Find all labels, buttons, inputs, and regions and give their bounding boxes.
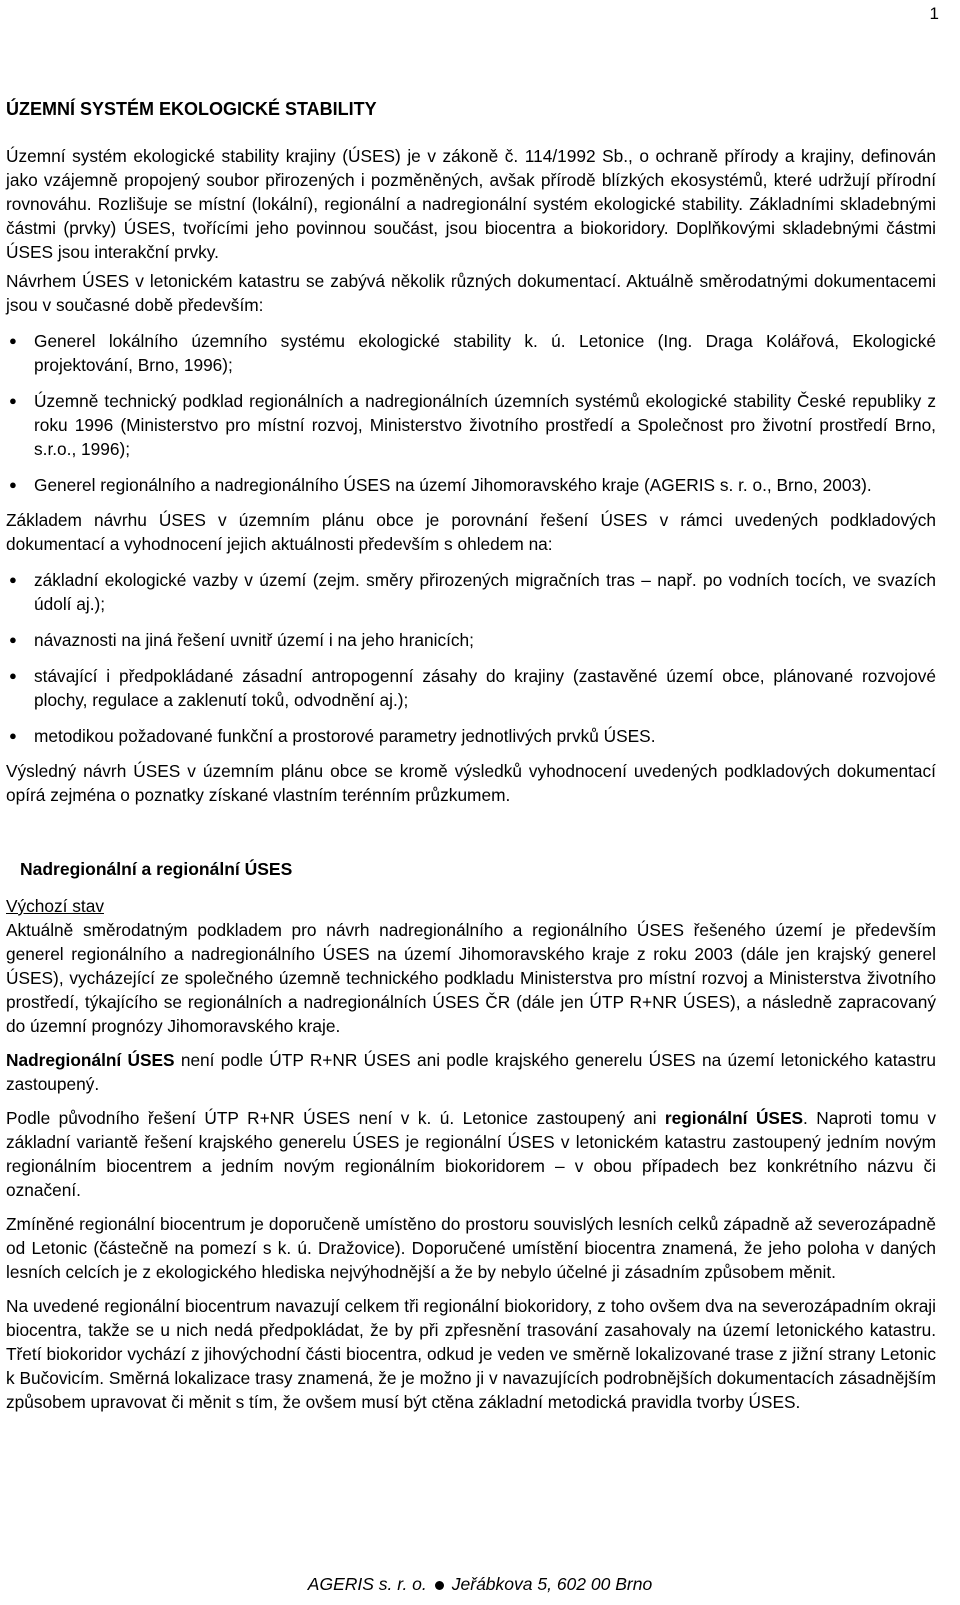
page-footer [0, 1574, 960, 1595]
footer-company: AGERIS s. r. o. [307, 1574, 427, 1594]
documents-list [6, 329, 936, 497]
list-item: ● Generel lokálního územního systému ekologické stability k. ú. Letonice (Ing. Draga Kolářová, Ekologické projektování, Brno, 1996); [9, 331, 936, 375]
bold-term: regionální ÚSES [664, 1108, 804, 1128]
list-item: ● základní ekologické vazby v území (zejm. směry přirozených migračních tras – např. po vodních tocích, ve svazích údolí aj.); [9, 570, 936, 614]
documents-intro-paragraph: Návrhem ÚSES v letonickém katastru se zabývá několik různých dokumentací. Aktuálně směrodatnými dokumentacemi jsou v současné době především: [6, 271, 936, 315]
bullet-icon [435, 1581, 444, 1590]
bullet-icon: ● [9, 668, 17, 683]
bullet-icon: ● [9, 572, 17, 587]
paragraph-biokoridory: Na uvedené regionální biocentrum navazují celkem tři regionální biokoridory, z toho ovšem dva na severozápadním okraji biocentra, takže se u nich nedá předpokládat, že by při zpřesnění trasování zasahovaly na území letonického katastru. Třetí biokoridor vychází z jihovýchodní části biocentra, odkud je veden ve směrně lokalizované trase z jižní strany Letonic k Bučovicím. Směrná lokalizace trasy znamená, že je možno ji v navazujících podrobnějších dokumentacích zásadnějším způsobem upravovat či měnit s tím, že ovšem musí být ctěna základní metodická pravidla tvorby ÚSES. [6, 1296, 936, 1412]
bold-term: Nadregionální ÚSES [6, 1050, 175, 1070]
list-item: ● Územně technický podklad regionálních a nadregionálních územních systémů ekologické stability České republiky z roku 1996 (Ministerstvo pro místní rozvoj, Ministerstvo životního prostředí a Společnost pro životní prostředí Brno, s.r.o., 1996); [9, 391, 936, 459]
subheading: Výchozí stav [6, 896, 104, 916]
bullet-icon: ● [9, 728, 17, 743]
paragraph-nadregional: Nadregionální ÚSES není podle ÚTP R+NR ÚSES ani podle krajského generelu ÚSES na území letonického katastru zastoupený. [6, 1050, 936, 1094]
page-title: ÚZEMNÍ SYSTÉM EKOLOGICKÉ STABILITY [6, 99, 377, 119]
document-body [6, 97, 936, 1414]
intro-paragraph: Územní systém ekologické stability krajiny (ÚSES) je v zákoně č. 114/1992 Sb., o ochraně přírody a krajiny, definován jako vzájemně propojený soubor přirozených i pozměněných, avšak přírodě blízkých ekosystémů, které udržují přírodní rovnováhu. Rozlišuje se místní (lokální), regionální a nadregionální systém ekologické stability. Základními skladebnými částmi (prvky) ÚSES, tvořícími jeho povinnou součást, jsou biocentra a biokoridory. Doplňkovými skladebnými částmi ÚSES jsou interakční prvky. [6, 146, 936, 262]
list-item: ● metodikou požadované funkční a prostorové parametry jednotlivých prvků ÚSES. [9, 726, 656, 746]
paragraph-biocentrum: Zmíněné regionální biocentrum je doporučeně umístěno do prostoru souvislých lesních celků západně až severozápadně od Letonic (částečně na pomezí s k. ú. Dražovice). Doporučené umístění biocentra znamená, že jeho poloha v daných lesních celcích je z ekologického hlediska nejvýhodnější a že by nebylo účelné ji zásadním způsobem měnit. [6, 1214, 936, 1282]
paragraph-regional: Podle původního řešení ÚTP R+NR ÚSES není v k. ú. Letonice zastoupený ani regionální ÚSES. Naproti tomu v základní variantě řešení krajského generelu ÚSES je regionální ÚSES v letonickém katastru zastoupený jedním novým regionálním biocentrem a jedním novým regionálním biokoridorem – v obou případech bez konkrétního názvu či označení. [6, 1108, 937, 1200]
list-item: ● návaznosti na jiná řešení uvnitř území i na jeho hranicích; [9, 630, 474, 650]
page-number: 1 [929, 4, 939, 23]
bullet-icon: ● [9, 393, 17, 408]
result-paragraph: Výsledný návrh ÚSES v územním plánu obce se kromě výsledků vyhodnocení uvedených podkladových dokumentací opírá zejména o poznatky získané vlastním terénním průzkumem. [6, 761, 936, 805]
bullet-icon: ● [9, 632, 17, 647]
bullet-icon: ● [9, 333, 17, 348]
list-item: ● Generel regionálního a nadregionálního ÚSES na území Jihomoravského kraje (AGERIS s. r. o., Brno, 2003). [9, 475, 872, 495]
paragraph-basis: Aktuálně směrodatným podkladem pro návrh nadregionálního a regionálního ÚSES řešeného území je především generel regionálního a nadregionálního ÚSES na území Jihomoravského kraje z roku 2003 (dále jen krajský generel ÚSES), vycházející ze společného územně technického podkladu Ministerstva pro místní rozvoj a Ministerstva životního prostředí, týkajícího se regionálních a nadregionálních ÚSES ČR (dále jen ÚTP R+NR ÚSES), a následně zapracovaný do územní prognózy Jihomoravského kraje. [6, 920, 936, 1036]
footer-address: Jeřábkova 5, 602 00 Brno [451, 1574, 653, 1594]
bullet-icon: ● [9, 477, 17, 492]
section-heading: Nadregionální a regionální ÚSES [20, 859, 293, 879]
list-item: ● stávající i předpokládané zásadní antropogenní zásahy do krajiny (zastavěné území obce, plánované rozvojové plochy, regulace a zaklenutí toků, odvodnění aj.); [9, 666, 936, 710]
basis-list [6, 568, 936, 748]
basis-intro-paragraph: Základem návrhu ÚSES v územním plánu obce je porovnání řešení ÚSES v rámci uvedených podkladových dokumentací a vyhodnocení jejich aktuálnosti především s ohledem na: [6, 510, 936, 554]
